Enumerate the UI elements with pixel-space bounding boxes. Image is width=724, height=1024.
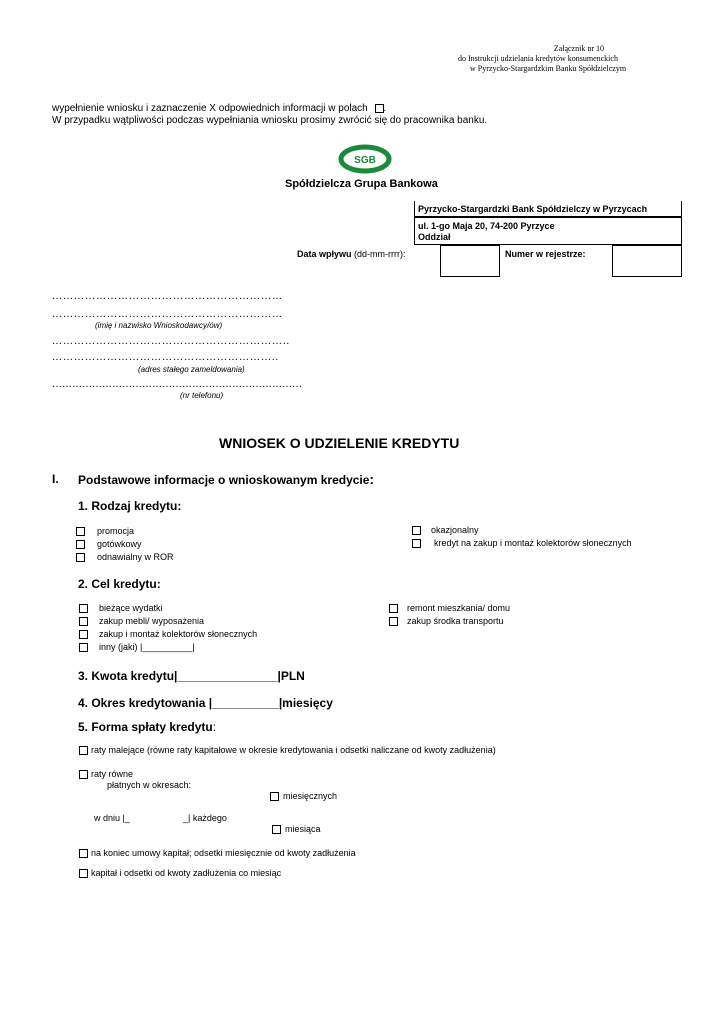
label-gotowkowy: gotówkowy [97,539,142,549]
label-platnych: płatnych w okresach: [107,780,192,790]
label-kazdego: _| każdego [183,813,227,823]
name-caption: (imię i nazwisko Wnioskodawcy/ów) [95,321,223,330]
label-w-dniu: w dniu |_ [94,813,130,823]
label-inny: inny (jaki) |__________| [99,642,195,652]
label-raty-rowne: raty równe [91,769,134,779]
logo-name: Spółdzielcza Grupa Bankowa [285,178,438,190]
q3-amount[interactable]: 3. Kwota kredytu|_______________|PLN [78,669,305,683]
intro-line1 [52,103,386,114]
sgb-logo-icon [338,143,394,175]
checkbox-raty-malejace[interactable] [79,746,88,755]
label-odnawialny: odnawialny w ROR [97,552,174,562]
date-label-text: Data wpływu [297,249,352,259]
attachment-line3: w Pyrzycko-Stargardzkim Banku Spółdzielczym [470,64,627,73]
logo-text: SGB [354,155,376,166]
section-title-colon: : [369,471,375,487]
checkbox-odnawialny[interactable] [76,553,85,562]
checkbox-co-miesiac[interactable] [79,869,88,878]
section-title-text: Podstawowe informacje o wnioskowanym kredycie [78,473,370,487]
checkbox-remont[interactable] [389,604,398,613]
bank-branch: Oddział [418,232,451,242]
attachment-number: Załącznik nr 10 [553,44,604,53]
intro-line2: W przypadku wątpliwości podczas wypełniania wniosku prosimy zwrócić się do pracownika banku. [52,115,488,126]
q5-colon: : [212,720,217,734]
address-field-1[interactable]: ……………………………………………………….. [52,336,290,347]
checkbox-kolektory[interactable] [412,539,421,548]
label-miesiaca: miesiąca [285,824,321,834]
q2-title: 2. Cel kredytu: [78,577,161,591]
bank-address: ul. 1-go Maja 20, 74-200 Pyrzyce [418,221,555,231]
label-raty-malejace: raty malejące (równe raty kapitałowe w okresie kredytowania i odsetki naliczane od kwoty zadłużenia) [91,745,496,755]
checkbox-meble[interactable] [79,617,88,626]
checkbox-miesiecznych[interactable] [270,792,279,801]
date-field[interactable] [440,245,500,277]
label-miesiecznych: miesięcznych [283,791,338,801]
attachment-line2: do Instrukcji udzielania kredytów konsumenckich [458,54,618,63]
page-title: WNIOSEK O UDZIELENIE KREDYTU [219,435,460,451]
checkbox-okazjonalny[interactable] [412,526,421,535]
address-field-2[interactable]: …………………………………………………….. [52,352,279,363]
name-field-1[interactable]: ……………………………………………………… [52,291,283,302]
q5-title [78,720,216,734]
register-label: Numer w rejestrze: [505,249,586,259]
label-koniec-umowy: na koniec umowy kapitał; odsetki miesięcznie od kwoty zadłużenia [91,848,356,858]
label-remont: remont mieszkania/ domu [407,603,511,613]
register-field[interactable] [612,245,682,277]
address-caption: (adres stałego zameldowania) [138,365,245,374]
checkbox-promocja[interactable] [76,527,85,536]
q4-period[interactable]: 4. Okres kredytowania |__________|miesięcy [78,696,333,710]
checkbox-miesiaca[interactable] [272,825,281,834]
checkbox-gotowkowy[interactable] [76,540,85,549]
section-number: I. [52,472,59,486]
name-field-2[interactable]: ……………………………………………………… [52,309,283,320]
checkbox-transport[interactable] [389,617,398,626]
date-format: (dd-mm-rrrr): [354,249,406,259]
checkbox-inny[interactable] [79,643,88,652]
checkbox-montaz[interactable] [79,630,88,639]
q1-title: 1. Rodzaj kredytu: [78,499,182,513]
checkbox-biezace[interactable] [79,604,88,613]
label-meble: zakup mebli/ wyposażenia [99,616,205,626]
phone-field[interactable]: ………………………………………………………………… [52,379,302,390]
checkbox-raty-rowne[interactable] [79,770,88,779]
phone-caption: (nr telefonu) [180,391,224,400]
intro-text: wypełnienie wniosku i zaznaczenie X odpowiednich informacji w polach [52,103,368,114]
intro-end: . [383,103,387,114]
q5-title-text: 5. Forma spłaty kredytu [78,720,213,734]
section-title [78,471,374,487]
checkbox-koniec-umowy[interactable] [79,849,88,858]
label-okazjonalny: okazjonalny [431,525,479,535]
label-biezace: bieżące wydatki [99,603,163,613]
label-promocja: promocja [97,526,135,536]
label-montaz: zakup i montaż kolektorów słonecznych [99,629,258,639]
date-label [297,249,406,259]
label-co-miesiac: kapitał i odsetki od kwoty zadłużenia co miesiąc [91,868,282,878]
bank-name: Pyrzycko-Stargardzki Bank Spółdzielczy w Pyrzycach [418,204,648,214]
checkbox-sample-icon [375,104,384,113]
label-kolektory: kredyt na zakup i montaż kolektorów słonecznych [434,538,632,548]
label-transport: zakup środka transportu [407,616,504,626]
